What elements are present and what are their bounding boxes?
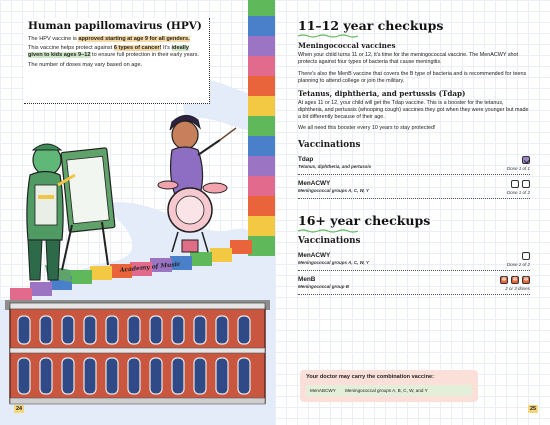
building-window — [106, 316, 118, 344]
building-window — [40, 358, 52, 394]
vaccine-strains: Meningococcal groups A, C, W, Y — [298, 260, 369, 265]
building-window — [62, 316, 74, 344]
board-square — [248, 216, 275, 236]
dose-checkbox-icon[interactable] — [522, 252, 530, 260]
board-square — [210, 248, 232, 262]
combo-row — [306, 385, 472, 396]
vaccine-row-tdap — [298, 156, 530, 175]
hpv-text: The HPV vaccine is — [28, 35, 79, 42]
building-window — [172, 358, 184, 394]
vaccination-list-1 — [298, 156, 530, 199]
combination-vaccine-note — [300, 370, 478, 402]
vaccine-dose: 2 or 3 doses — [505, 286, 530, 291]
board-square — [190, 252, 212, 266]
vaccine-strains: Meningococcal group B — [298, 284, 350, 289]
academy-building — [5, 300, 270, 404]
hpv-paragraph-3: The number of doses may vary based on age. — [28, 62, 143, 69]
building-window — [216, 316, 228, 344]
hpv-text: It's — [161, 45, 172, 52]
vaccine-row-menacwy — [298, 180, 530, 199]
board-square — [248, 0, 275, 16]
building-window — [128, 316, 140, 344]
board-square — [248, 156, 275, 176]
hpv-paragraph-2 — [28, 45, 205, 59]
wave-underline — [298, 34, 358, 38]
hpv-info-box — [24, 18, 210, 104]
hpv-paragraph-1 — [28, 36, 205, 43]
dose-checkbox-icon[interactable] — [511, 180, 519, 188]
board-square — [248, 36, 275, 56]
vaccine-strains: Tetanus, diphtheria, and pertussis — [298, 164, 372, 169]
combo-vaccine-name: MenABCWY — [310, 388, 336, 393]
dose-checkbox-checked-icon[interactable] — [522, 156, 530, 164]
board-square — [248, 96, 275, 116]
building-window — [84, 358, 96, 394]
academy-label: Academy of Music — [119, 260, 181, 274]
building-window — [194, 316, 206, 344]
dose-checkbox-icon[interactable] — [500, 276, 508, 284]
vaccination-list-2 — [298, 252, 530, 295]
building-window — [106, 358, 118, 394]
hpv-highlight-age: approved starting at age 9 for all genders. — [78, 35, 190, 42]
meningo-heading: Meningococcal vaccines — [298, 41, 396, 50]
checkup-title-16-plus: 16+ year checkups — [298, 213, 431, 228]
vaccinations-heading-2: Vaccinations — [298, 236, 361, 246]
board-square — [70, 270, 92, 284]
tdap-heading: Tetanus, diphtheria, and pertussis (Tdap) — [298, 89, 466, 98]
board-square — [248, 56, 275, 76]
vaccine-row-menacwy-booster — [298, 252, 530, 271]
vaccine-dose: Dose 1 of 2 — [506, 190, 530, 195]
page-number-right: 25 — [530, 406, 537, 412]
board-square — [248, 136, 275, 156]
board-square — [30, 282, 52, 296]
board-square — [248, 76, 275, 96]
wave-underline — [298, 229, 358, 233]
building-window — [84, 316, 96, 344]
building-window — [18, 358, 30, 394]
building-window — [238, 358, 250, 394]
right-page-content — [298, 18, 530, 295]
dose-checkbox-icon[interactable] — [522, 180, 530, 188]
building-window — [150, 316, 162, 344]
checkup-title-11-12: 11–12 year checkups — [298, 18, 444, 33]
vaccine-dose: Dose 2 of 2 — [506, 262, 530, 267]
vaccinations-heading-1: Vaccinations — [298, 140, 361, 150]
building-window — [40, 316, 52, 344]
vaccine-name: MenACWY — [298, 252, 331, 259]
tdap-paragraph-2: We all need this booster every 10 years to stay protected! — [298, 125, 436, 131]
board-square — [90, 266, 112, 280]
combo-vaccine-desc: Meningococcal groups A, B, C, W, and Y — [345, 388, 428, 393]
board-square — [248, 116, 275, 136]
dose-checkbox-icon[interactable] — [511, 276, 519, 284]
page-number-left: 24 — [16, 406, 23, 412]
meningo-paragraph-2: There's also the MenB vaccine that covers the B type of bacteria and is recommended for teens planning to attend college or join the military. — [298, 71, 527, 84]
board-square — [248, 16, 275, 36]
board-square — [10, 288, 32, 302]
board-square — [248, 196, 275, 216]
hpv-highlight-cancer: 6 types of cancer! — [113, 45, 162, 52]
vaccine-dose: Dose 1 of 1 — [506, 166, 530, 171]
dose-checkbox-icon[interactable] — [522, 276, 530, 284]
hpv-text: This vaccine helps protect against — [28, 45, 114, 52]
vaccine-strains: Meningococcal groups A, C, W, Y — [298, 188, 369, 193]
hpv-title: Human papillomavirus (HPV) — [28, 20, 202, 32]
building-window — [62, 358, 74, 394]
building-window — [18, 316, 30, 344]
painter-figure — [27, 144, 115, 282]
vaccine-row-menb — [298, 276, 530, 295]
combo-title: Your doctor may carry the combination vaccine: — [306, 374, 434, 380]
building-window — [194, 358, 206, 394]
vaccine-name: MenB — [298, 276, 316, 283]
building-window — [150, 358, 162, 394]
board-square — [230, 240, 252, 254]
meningo-paragraph-1: When your child turns 11 or 12, it's time for the meningococcal vaccine. The MenACWY shot protects against four types of bacteria that cause meningitis. — [298, 52, 519, 65]
building-window — [128, 358, 140, 394]
building-window — [216, 358, 228, 394]
hpv-highlight-ideal-age: ideally given to kids ages 9–12 — [28, 45, 189, 59]
vaccine-name: MenACWY — [298, 180, 331, 187]
hpv-text: to ensure full protection in their early years. — [90, 52, 200, 59]
vaccine-name: Tdap — [298, 156, 314, 163]
building-window — [238, 316, 250, 344]
tdap-paragraph-1: At ages 11 or 12, your child will get the Tdap vaccine. This is a booster for the tetanus, diphtheria, and pertussis (whooping cough) vaccines they got when they were younger but made a bit differently because of their age. — [298, 100, 529, 120]
board-square — [248, 236, 275, 256]
board-square — [248, 176, 275, 196]
building-window — [172, 316, 184, 344]
